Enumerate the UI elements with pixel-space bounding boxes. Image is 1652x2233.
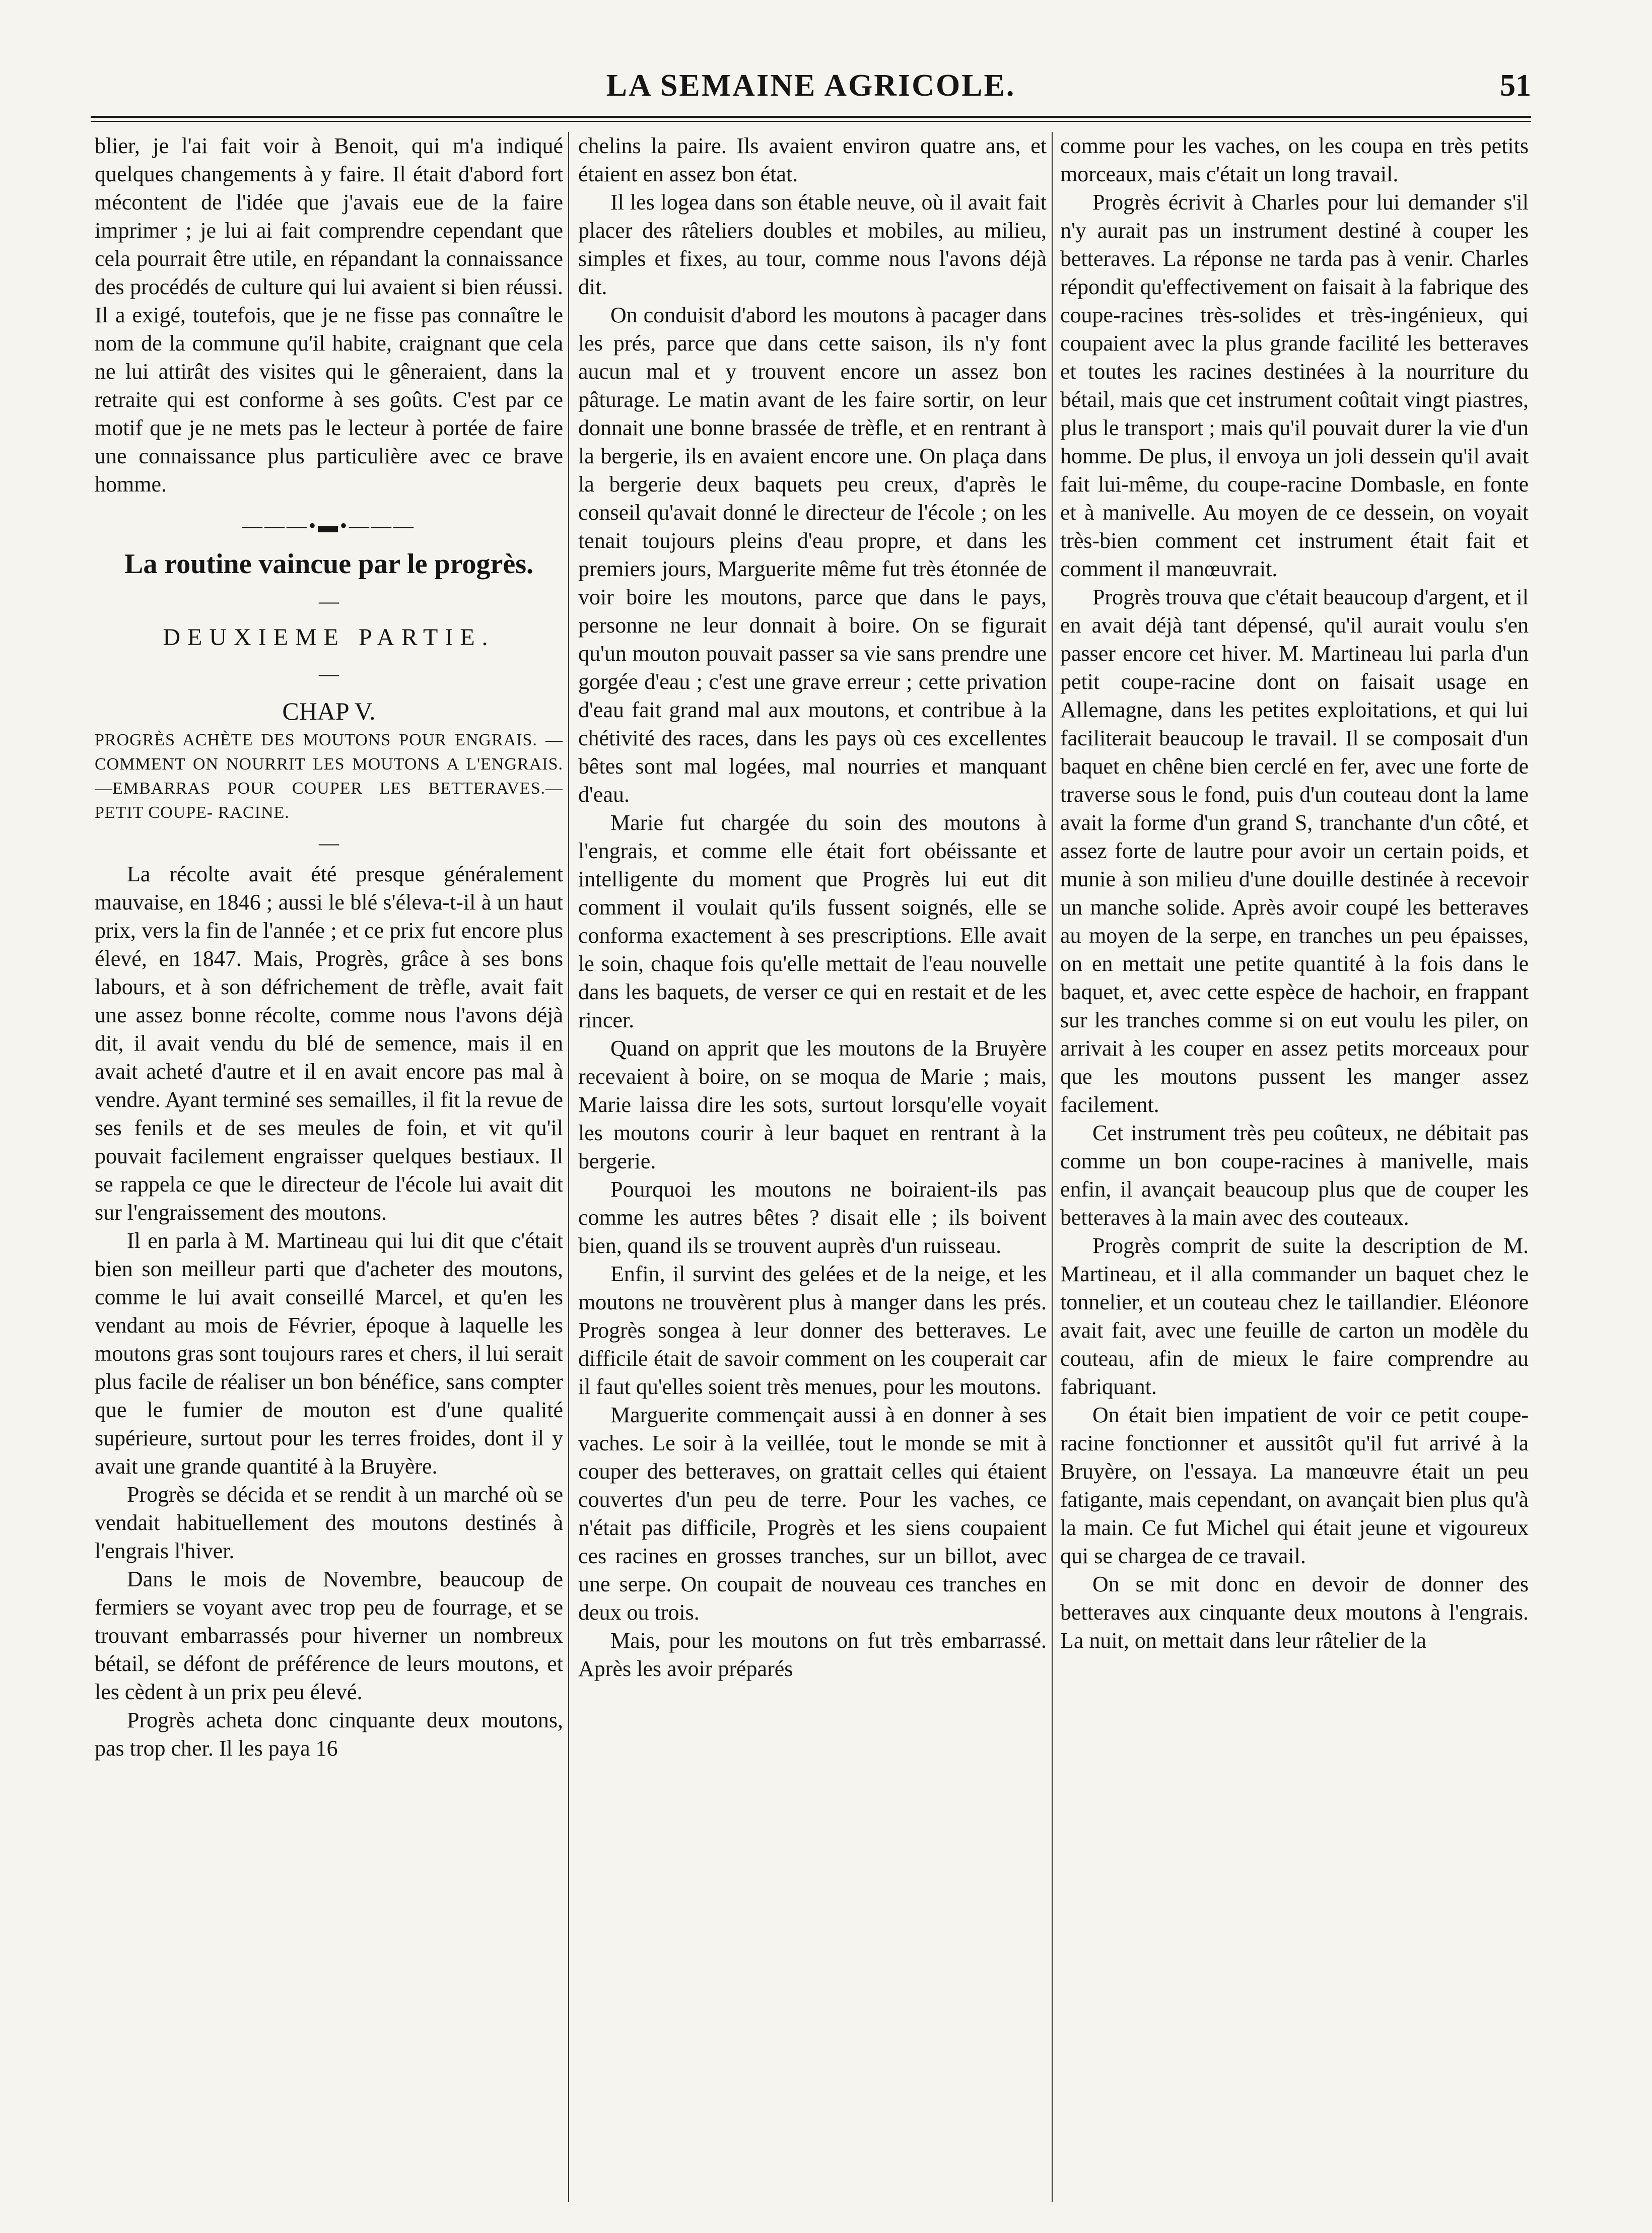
paragraph: Quand on apprit que les moutons de la Bruyère recevaient à boire, on se moqua de Marie ; mais, Marie laissa dire les sots, surtout lorsqu'elle voyait les moutons courir à leur baquet en rentrant à la bergerie.	[578, 1036, 1047, 1173]
paragraph: Pourquoi les moutons ne boiraient-ils pas comme les autres bêtes ? disait elle ; ils boivent bien, quand ils se trouvent auprès d'un ruisseau.	[578, 1177, 1047, 1258]
paragraph: Progrès trouva que c'était beaucoup d'argent, et il en avait déjà tant dépensé, qu'il aurait voulu s'en passer encore cet hiver. M. Martineau lui parla d'un petit coupe-racine dont on faisait usage en Allemagne, dans les petites exploitations, et qui lui faciliterait beaucoup le travail. Il se composait d'un baquet en chêne bien cerclé en fer, avec une forte de traverse sous le fond, puis d'un couteau dont la lame avait la forme d'un grand S, tranchante d'un côté, et assez forte de lautre pour avoir un certain poids, et munie à son milieu d'une douille destinée à recevoir un manche solide. Après avoir coupé les betteraves au moyen de la serpe, en tranches un peu épaisses, on en mettait une petite quantité à la fois dans le baquet, et, avec cette espèce de hachoir, en frappant sur les tranches comme si on eut voulu les piler, on arrivait à les couper en assez petits morceaux pour que les moutons pussent les manger assez facilement.	[1060, 585, 1529, 1117]
dash-divider: —	[319, 831, 339, 854]
header-rule	[91, 116, 1531, 122]
paragraph: La récolte avait été presque généralement mauvaise, en 1846 ; aussi le blé s'éleva-t-il à un haut prix, vers la fin de l'année ; et ce prix fut encore plus élevé, en 1847. Mais, Progrès, grâce à ses bons labours, et à son défrichement de trèfle, avait fait une assez bonne récolte, comme nous l'avons déjà dit, il avait vendu du blé de semence, mais il en avait acheté d'autre et il en avait encore pas mal à vendre. Ayant terminé ses semailles, il fit la revue de ses fenils et de ses meules de foin, et vit qu'il pouvait facilement engraisser quelques bestiaux. Il se rappela ce que le directeur de l'école lui avait dit sur l'engraissement des moutons.	[95, 862, 563, 1225]
page-header	[91, 58, 1531, 113]
paragraph: On était bien impatient de voir ce petit coupe-racine fonctionner et aussitôt qu'il fut arrivé à la Bruyère, on l'essaya. La manœuvre était un peu fatigante, mais cependant, on avançait bien plus qu'à la main. Ce fut Michel qui était jeune et vigoureux qui se chargea de ce travail.	[1060, 1403, 1529, 1568]
paragraph: Mais, pour les moutons on fut très embarrassé. Après les avoir préparés	[578, 1628, 1047, 1681]
column-divider	[1052, 132, 1053, 2202]
paragraph: Marie fut chargée du soin des moutons à l'engrais, et comme elle était fort obéissante et intelligente du moment que Progrès lui eut dit comment il voulait qu'ils fussent soignés, elle se conforma exactement à ses prescriptions. Elle avait le soin, chaque fois qu'elle mettait de l'eau nouvelle dans les baquets, de verser ce qui en restait et de les rincer.	[578, 810, 1047, 1032]
paragraph: Marguerite commençait aussi à en donner à ses vaches. Le soir à la veillée, tout le monde se mit à couper des betteraves, on grattait celles qui étaient couvertes d'un peu de terre. Pour les vaches, ce n'était pas difficile, Progrès et les siens coupaient ces racines en grosses tranches, sur un billot, avec une serpe. On coupait de nouveau ces tranches en deux ou trois.	[578, 1403, 1047, 1625]
paragraph: Progrès acheta donc cinquante deux moutons, pas trop cher. Il les paya 16	[95, 1708, 563, 1761]
column-2	[578, 132, 1047, 2202]
column-3	[1060, 132, 1529, 2202]
ornament-divider: ———•▬•———	[242, 514, 416, 537]
paragraph: chelins la paire. Ils avaient environ quatre ans, et étaient en assez bon état.	[578, 133, 1047, 186]
paragraph: Progrès comprit de suite la description de M. Martineau, et il alla commander un baquet chez le tonnelier, et un couteau chez le taillandier. Eléonore avait fait, avec une feuille de carton un modèle du couteau, afin de mieux le faire comprendre au fabriquant.	[1060, 1233, 1529, 1399]
dash-divider: —	[319, 662, 339, 685]
paragraph: comme pour les vaches, on les coupa en très petits morceaux, mais c'était un long travail.	[1060, 133, 1529, 186]
column-1	[95, 132, 563, 2202]
paragraph: Cet instrument très peu coûteux, ne débitait pas comme un bon coupe-racines à manivelle, mais enfin, il avançait beaucoup plus que de couper les betteraves à la main avec des couteaux.	[1060, 1121, 1529, 1230]
paragraph: Progrès écrivit à Charles pour lui demander s'il n'y aurait pas un instrument destiné à couper les betteraves. La réponse ne tarda pas à venir. Charles répondit qu'effectivement on faisait à la fabrique des coupe-racines très-solides et très-ingénieux, qui coupaient avec la plus grande facilité les betteraves et toutes les racines destinées à la nourriture du bétail, mais que cet instrument coûtait vingt piastres, plus le transport ; mais qu'il pouvait durer la vie d'un homme. De plus, il envoya un joli dessein qu'il avait fait lui-même, du coupe-racine Dombasle, en fonte et à manivelle. Au moyen de ce dessein, on voyait très-bien comment cet instrument était fait et comment il manœuvrait.	[1060, 190, 1529, 581]
chapter-title: CHAP V.	[282, 697, 376, 725]
paragraph: Dans le mois de Novembre, beaucoup de fermiers se voyant avec trop peu de fourrage, et se trouvant embarrassés pour hiverner un nombreux bétail, se défont de préférence de leurs moutons, et les cèdent à un prix peu élevé.	[95, 1567, 563, 1704]
paragraph: On conduisit d'abord les moutons à pacager dans les prés, parce que dans cette saison, ils n'y font aucun mal et y trouvent encore un assez bon pâturage. Le matin avant de les faire sortir, on leur donnait une bonne brassée de trèfle, et en rentrant à la bergerie, ils en avaient encore une. On plaça dans la bergerie deux baquets peu creux, d'après le conseil qu'avait donné le directeur de l'école ; on les tenait toujours pleins d'eau propre, et dans les premiers jours, Marguerite même fut très étonnée de voir boire les moutons, parce que dans le pays, personne ne leur donnait à boire. On se figurait qu'un mouton pouvait passer sa vie sans prendre une gorgée d'eau ; c'est une grave erreur ; cette privation d'eau fait grand mal aux moutons, et contribue à la chétivité des races, dans les pays où ces excellentes bêtes sont mal logées, mal nourries et manquant d'eau.	[578, 303, 1047, 807]
section-title: La routine vaincue par le progrès.	[124, 548, 533, 580]
paragraph: blier, je l'ai fait voir à Benoit, qui m'a indiqué quelques changements à y faire. Il était d'abord fort mécontent de l'idée que j'avais eue de la faire imprimer ; je lui ai fait comprendre cependant que cela pourrait être utile, en répandant la connaissance des procédés de culture qui lui avaient si bien réussi. Il a exigé, toutefois, que je ne fisse pas connaître le nom de la commune qu'il habite, craignant que cela ne lui attirât des visites qui le gêneraient, dans la retraite qui est conforme à ses goûts. C'est par ce motif que je ne mets pas le lecteur à portée de faire une connaissance plus particulière avec ce brave homme.	[95, 133, 563, 497]
paragraph: Enfin, il survint des gelées et de la neige, et les moutons ne trouvèrent plus à manger dans les prés. Progrès songea à leur donner des betteraves. Le difficile était de savoir comment on les couperait car il faut qu'elles soient très menues, pour les moutons.	[578, 1262, 1047, 1399]
paragraph: Il les logea dans son étable neuve, où il avait fait placer des râteliers doubles et mobiles, au milieu, simples et fixes, au tour, comme nous l'avons déjà dit.	[578, 190, 1047, 299]
dash-divider: —	[319, 590, 339, 612]
running-title: LA SEMAINE AGRICOLE.	[606, 68, 1016, 103]
column-divider	[568, 132, 569, 2202]
part-title: DEUXIEME PARTIE.	[163, 624, 495, 651]
paragraph: Progrès se décida et se rendit à un marché où se vendait habituellement des moutons destinés à l'engrais l'hiver.	[95, 1482, 563, 1563]
page-number: 51	[1500, 68, 1531, 103]
paragraph: Il en parla à M. Martineau qui lui dit que c'était bien son meilleur parti que d'acheter des moutons, comme le lui avait conseillé Marcel, et qu'en les vendant au mois de Février, époque à laquelle les moutons gras sont toujours rares et chers, il lui serait plus facile de réaliser un bon bénéfice, sans compter que le fumier de mouton est d'une qualité supérieure, surtout pour les terres froides, dont il y avait une grande quantité à la Bruyère.	[95, 1228, 563, 1479]
paragraph: On se mit donc en devoir de donner des betteraves aux cinquante deux moutons à l'engrais. La nuit, on mettait dans leur râtelier de la	[1060, 1572, 1529, 1653]
chapter-summary: PROGRÈS ACHÈTE DES MOUTONS POUR ENGRAIS. — COMMENT ON NOURRIT LES MOUTONS A L'ENGRAIS.—EMBARRAS POUR COUPER LES BETTERAVES.—PETIT COUPE- RACINE.	[95, 731, 563, 822]
